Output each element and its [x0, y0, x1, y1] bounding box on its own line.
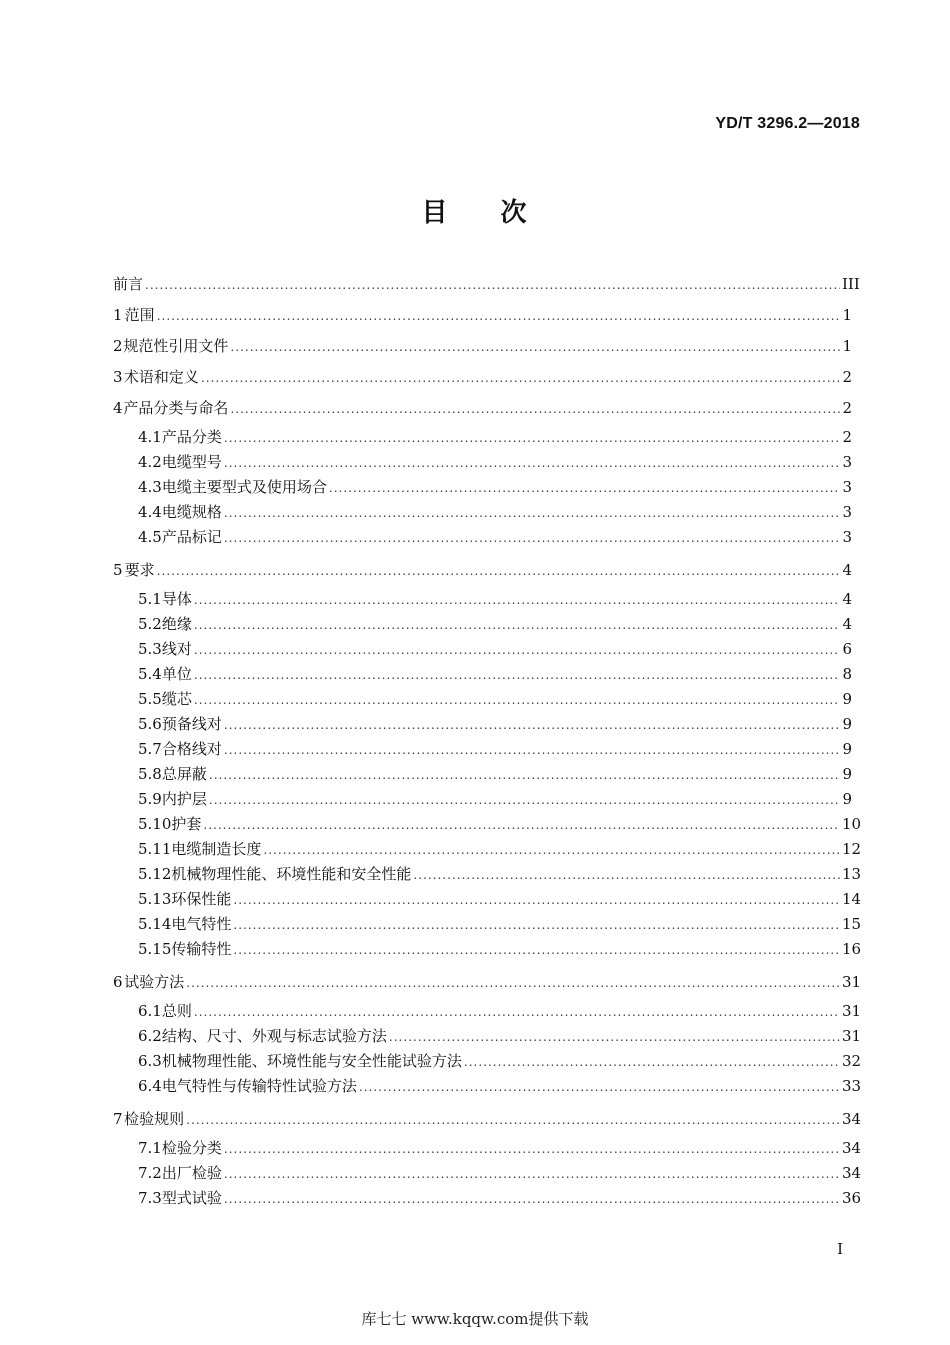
- toc-entry-page: 32: [842, 1052, 862, 1070]
- dot-leader: [194, 688, 840, 713]
- dot-leader: [224, 1137, 840, 1162]
- toc-entry-number: 5.2: [138, 615, 162, 633]
- toc-subentry[interactable]: [113, 712, 852, 737]
- dot-leader: [233, 888, 840, 913]
- toc-entry-label: 电缆制造长度: [171, 840, 262, 858]
- toc-subentry[interactable]: [113, 862, 862, 887]
- dot-leader: [224, 1187, 840, 1212]
- toc-entry-number: 5.6: [138, 715, 162, 733]
- dot-leader: [464, 1050, 840, 1075]
- toc-entry-page: III: [842, 275, 860, 293]
- toc-entry-label: 总则: [161, 1002, 192, 1020]
- toc-entry-page: 15: [842, 915, 862, 933]
- dot-leader: [201, 364, 840, 392]
- toc-entry-number: 6.2: [138, 1027, 162, 1045]
- toc-entry-number: 5.14: [138, 915, 172, 933]
- toc-entry-number: 4.1: [138, 428, 162, 446]
- toc-entry-number: 6.3: [138, 1052, 162, 1070]
- toc-subentry[interactable]: [113, 1024, 862, 1049]
- toc-entry-label: 机械物理性能、环境性能与安全性能试验方法: [161, 1052, 462, 1070]
- toc-entry-label: 绝缘: [161, 615, 192, 633]
- dot-leader: [224, 738, 840, 763]
- page-number: I: [837, 1240, 843, 1258]
- document-code: YD/T 3296.2—2018: [715, 115, 860, 132]
- toc-entry-label: 产品分类: [161, 428, 222, 446]
- toc-subentry[interactable]: [113, 999, 862, 1024]
- toc-subentry[interactable]: [113, 687, 852, 712]
- toc-entry-page: 1: [842, 306, 852, 324]
- toc-subentry[interactable]: [113, 1136, 862, 1161]
- toc-entry-label: 电缆主要型式及使用场合: [161, 478, 327, 496]
- toc-entry-page: 6: [842, 640, 852, 658]
- toc-entry-label: 机械物理性能、环境性能和安全性能: [171, 865, 412, 883]
- toc-entry-number: 1: [113, 306, 123, 324]
- toc-entry-number: 7.1: [138, 1139, 162, 1157]
- toc-entry-label: 内护层: [161, 790, 207, 808]
- toc-entry-number: 5.9: [138, 790, 162, 808]
- toc-entry-page: 10: [842, 815, 862, 833]
- dot-leader: [186, 1106, 840, 1134]
- toc-entry-number: 5.15: [138, 940, 172, 958]
- toc-subentry[interactable]: [113, 587, 852, 612]
- toc-entry-number: 4.4: [138, 503, 162, 521]
- dot-leader: [230, 395, 840, 423]
- dot-leader: [157, 557, 840, 585]
- toc-entry-page: 12: [842, 840, 862, 858]
- toc-entry-label: 环保性能: [171, 890, 232, 908]
- toc-entry-page: 9: [842, 690, 852, 708]
- toc-entry-number: 6.1: [138, 1002, 162, 1020]
- toc-entry-page: 2: [842, 399, 852, 417]
- toc-entry-number: 3: [113, 368, 123, 386]
- dot-leader: [263, 838, 840, 863]
- toc-entry-number: 6.4: [138, 1077, 162, 1095]
- toc-entry-page: 9: [842, 715, 852, 733]
- toc-subentry[interactable]: [113, 475, 852, 500]
- toc-entry-label: 合格线对: [161, 740, 222, 758]
- toc-subentry[interactable]: [113, 425, 852, 450]
- toc-entry-number: 5.5: [138, 690, 162, 708]
- toc-entry-page: 2: [842, 428, 852, 446]
- toc-entry-label: 传输特性: [171, 940, 232, 958]
- toc-entry-label: 结构、尺寸、外观与标志试验方法: [161, 1027, 387, 1045]
- toc-entry-page: 4: [842, 615, 852, 633]
- toc-subentry[interactable]: [113, 1161, 862, 1186]
- toc-entry-page: 2: [842, 368, 852, 386]
- toc-entry-label: 检验分类: [161, 1139, 222, 1157]
- toc-entry[interactable]: [113, 394, 852, 425]
- toc-entry-label: 电缆规格: [161, 503, 222, 521]
- toc-subentry[interactable]: [113, 762, 852, 787]
- toc-entry[interactable]: [113, 556, 852, 587]
- toc-entry-number: 4.2: [138, 453, 162, 471]
- toc-subentry[interactable]: [113, 1074, 862, 1099]
- toc-entry-page: 3: [842, 503, 852, 521]
- toc-subentry[interactable]: [113, 912, 862, 937]
- dot-leader: [224, 1162, 840, 1187]
- dot-leader: [157, 302, 840, 330]
- toc-entry-page: 4: [842, 590, 852, 608]
- toc-entry-number: 5.4: [138, 665, 162, 683]
- toc-entry-page: 31: [842, 1002, 862, 1020]
- toc-entry-page: 16: [842, 940, 862, 958]
- toc-entry-number: 5: [113, 561, 123, 579]
- toc-entry-label: 规范性引用文件: [123, 337, 229, 355]
- dot-leader: [194, 613, 840, 638]
- toc-subentry[interactable]: [113, 887, 862, 912]
- toc-subentry[interactable]: [113, 637, 852, 662]
- toc-entry-number: 6: [113, 973, 123, 991]
- dot-leader: [186, 969, 840, 997]
- toc-entry-number: 2: [113, 337, 123, 355]
- toc-entry[interactable]: [113, 332, 852, 363]
- toc-entry-label: 电缆型号: [161, 453, 222, 471]
- toc-entry-page: 14: [842, 890, 862, 908]
- dot-leader: [209, 788, 840, 813]
- toc-entry-label: 电气特性: [171, 915, 232, 933]
- toc-entry-page: 9: [842, 765, 852, 783]
- toc-entry-label: 术语和定义: [123, 368, 199, 386]
- dot-leader: [209, 763, 840, 788]
- toc-entry-page: 33: [842, 1077, 862, 1095]
- dot-leader: [194, 1000, 840, 1025]
- dot-leader: [230, 333, 840, 361]
- toc-entry-label: 预备线对: [161, 715, 222, 733]
- toc-entry-page: 3: [842, 453, 852, 471]
- toc-entry[interactable]: [113, 1105, 862, 1136]
- toc-entry-label: 单位: [161, 665, 192, 683]
- dot-leader: [194, 638, 840, 663]
- toc-subentry[interactable]: [113, 500, 852, 525]
- toc-entry-number: 5.1: [138, 590, 162, 608]
- dot-leader: [233, 938, 840, 963]
- toc-entry-number: 7: [113, 1110, 123, 1128]
- toc-entry-label: 要求: [124, 561, 155, 579]
- dot-leader: [145, 271, 840, 299]
- toc-entry-number: 7.2: [138, 1164, 162, 1182]
- toc-subentry[interactable]: [113, 737, 852, 762]
- dot-leader: [413, 863, 840, 888]
- toc-entry-page: 8: [842, 665, 852, 683]
- toc-entry-page: 9: [842, 740, 852, 758]
- dot-leader: [224, 501, 840, 526]
- toc-entry-number: 4.3: [138, 478, 162, 496]
- toc-entry-label: 缆芯: [161, 690, 192, 708]
- toc-entry-page: 4: [842, 561, 852, 579]
- toc-entry-page: 34: [842, 1110, 862, 1128]
- dot-leader: [329, 476, 840, 501]
- toc-entry-label: 检验规则: [124, 1110, 185, 1128]
- dot-leader: [224, 451, 840, 476]
- dot-leader: [389, 1025, 840, 1050]
- toc-entry-number: 5.11: [138, 840, 172, 858]
- dot-leader: [194, 663, 840, 688]
- toc-subentry[interactable]: [113, 450, 852, 475]
- toc-entry-page: 13: [842, 865, 862, 883]
- toc-entry-label: 产品分类与命名: [123, 399, 229, 417]
- toc-entry-label: 总屏蔽: [161, 765, 207, 783]
- toc-entry-page: 31: [842, 973, 862, 991]
- toc-entry-page: 36: [842, 1189, 862, 1207]
- toc-subentry[interactable]: [113, 1049, 862, 1074]
- toc-subentry[interactable]: [113, 1186, 862, 1211]
- toc-entry-number: 7.3: [138, 1189, 162, 1207]
- toc-entry-number: 5.7: [138, 740, 162, 758]
- toc-entry-page: 1: [842, 337, 852, 355]
- toc-entry-page: 34: [842, 1139, 862, 1157]
- toc-entry-page: 31: [842, 1027, 862, 1045]
- toc-entry-number: 5.13: [138, 890, 172, 908]
- dot-leader: [224, 713, 840, 738]
- dot-leader: [194, 588, 840, 613]
- toc-entry-number: 4: [113, 399, 123, 417]
- toc-subentry[interactable]: [113, 937, 862, 962]
- toc-subentry[interactable]: [113, 812, 862, 837]
- toc-entry-page: 3: [842, 478, 852, 496]
- toc-entry-label: 试验方法: [124, 973, 185, 991]
- toc-entry-label: 前言: [113, 275, 144, 293]
- toc-subentry[interactable]: [113, 525, 852, 550]
- toc-entry-label: 电气特性与传输特性试验方法: [161, 1077, 357, 1095]
- dot-leader: [359, 1075, 840, 1100]
- toc-title: 目 次: [421, 198, 529, 228]
- toc-entry-page: 3: [842, 528, 852, 546]
- toc-entry-number: 5.8: [138, 765, 162, 783]
- toc-subentry[interactable]: [113, 662, 852, 687]
- toc-entry-label: 范围: [124, 306, 155, 324]
- toc-entry-number: 5.10: [138, 815, 172, 833]
- toc-entry[interactable]: [113, 968, 862, 999]
- toc-subentry[interactable]: [113, 787, 852, 812]
- toc-entry-page: 34: [842, 1164, 862, 1182]
- toc-entry-label: 导体: [161, 590, 192, 608]
- dot-leader: [203, 813, 840, 838]
- toc-entry[interactable]: [113, 363, 852, 394]
- toc-entry-number: 4.5: [138, 528, 162, 546]
- dot-leader: [224, 526, 840, 551]
- toc-subentry[interactable]: [113, 612, 852, 637]
- table-of-contents: [113, 270, 862, 1211]
- toc-entry-label: 出厂检验: [161, 1164, 222, 1182]
- toc-subentry[interactable]: [113, 837, 862, 862]
- toc-entry-number: 5.3: [138, 640, 162, 658]
- dot-leader: [224, 426, 840, 451]
- toc-entry-page: 9: [842, 790, 852, 808]
- toc-entry-label: 线对: [161, 640, 192, 658]
- footer-watermark-text: 库七七 www.kqqw.com提供下载: [361, 1310, 589, 1328]
- toc-entry-label: 护套: [171, 815, 202, 833]
- dot-leader: [233, 913, 840, 938]
- toc-entry-label: 产品标记: [161, 528, 222, 546]
- toc-entry-number: 5.12: [138, 865, 172, 883]
- toc-entry[interactable]: [113, 270, 860, 301]
- toc-entry[interactable]: [113, 301, 852, 332]
- toc-entry-label: 型式试验: [161, 1189, 222, 1207]
